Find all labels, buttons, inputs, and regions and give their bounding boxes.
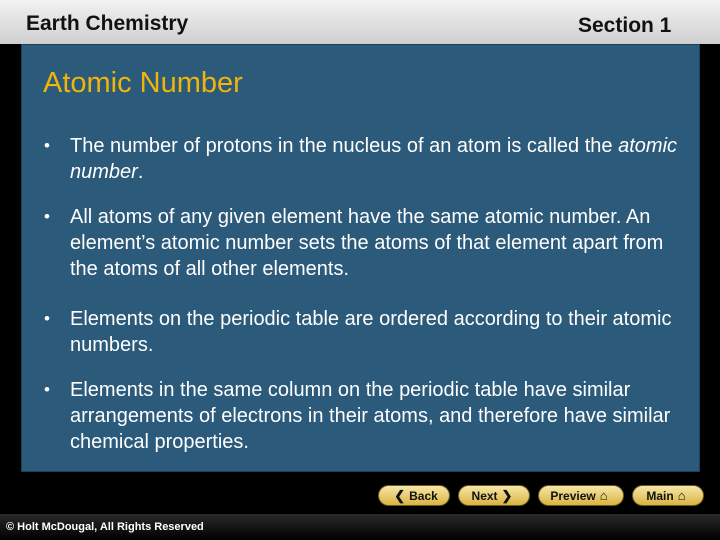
home-icon: ⌂ bbox=[599, 488, 608, 503]
chapter-title: Earth Chemistry bbox=[26, 12, 189, 35]
bullet-item bbox=[44, 306, 690, 358]
bullet-item bbox=[44, 204, 690, 282]
slide-title: Atomic Number bbox=[43, 67, 243, 99]
main-label: Main bbox=[646, 488, 674, 503]
content-panel bbox=[21, 44, 700, 472]
home-icon: ⌂ bbox=[677, 488, 686, 503]
section-label: Section 1 bbox=[578, 14, 672, 37]
bullet-emphasis: atomic number bbox=[70, 135, 678, 183]
bullet-icon: • bbox=[44, 207, 50, 226]
main-button[interactable] bbox=[632, 485, 704, 506]
preview-button[interactable] bbox=[538, 485, 624, 506]
next-button[interactable] bbox=[458, 485, 530, 506]
copyright-text: © Holt McDougal, All Rights Reserved bbox=[6, 521, 204, 533]
bullet-icon: • bbox=[44, 380, 50, 399]
bullet-text-end: . bbox=[137, 161, 144, 183]
bullet-icon: • bbox=[44, 136, 50, 155]
bullet-item bbox=[44, 377, 690, 455]
header-band bbox=[0, 0, 720, 44]
bullet-text: Elements on the periodic table are ordered according to their atomic numbers. bbox=[70, 308, 672, 356]
back-button[interactable] bbox=[378, 485, 450, 506]
bullet-text: The number of protons in the nucleus of an atom is called the bbox=[70, 135, 619, 157]
chevron-left-icon: ❮ bbox=[394, 487, 406, 503]
bullet-item bbox=[44, 133, 690, 185]
next-label: Next bbox=[471, 488, 498, 503]
bullet-text: All atoms of any given element have the same atomic number. An element’s atomic number sets the atoms of that element apart from the atoms of all other elements. bbox=[70, 206, 664, 280]
chevron-right-icon: ❯ bbox=[501, 487, 513, 503]
bullet-icon: • bbox=[44, 309, 50, 328]
preview-label: Preview bbox=[550, 488, 596, 503]
back-label: Back bbox=[409, 488, 438, 503]
bullet-text: Elements in the same column on the periodic table have similar arrangements of electrons in their atoms, and therefore have similar chemical properties. bbox=[70, 379, 671, 453]
